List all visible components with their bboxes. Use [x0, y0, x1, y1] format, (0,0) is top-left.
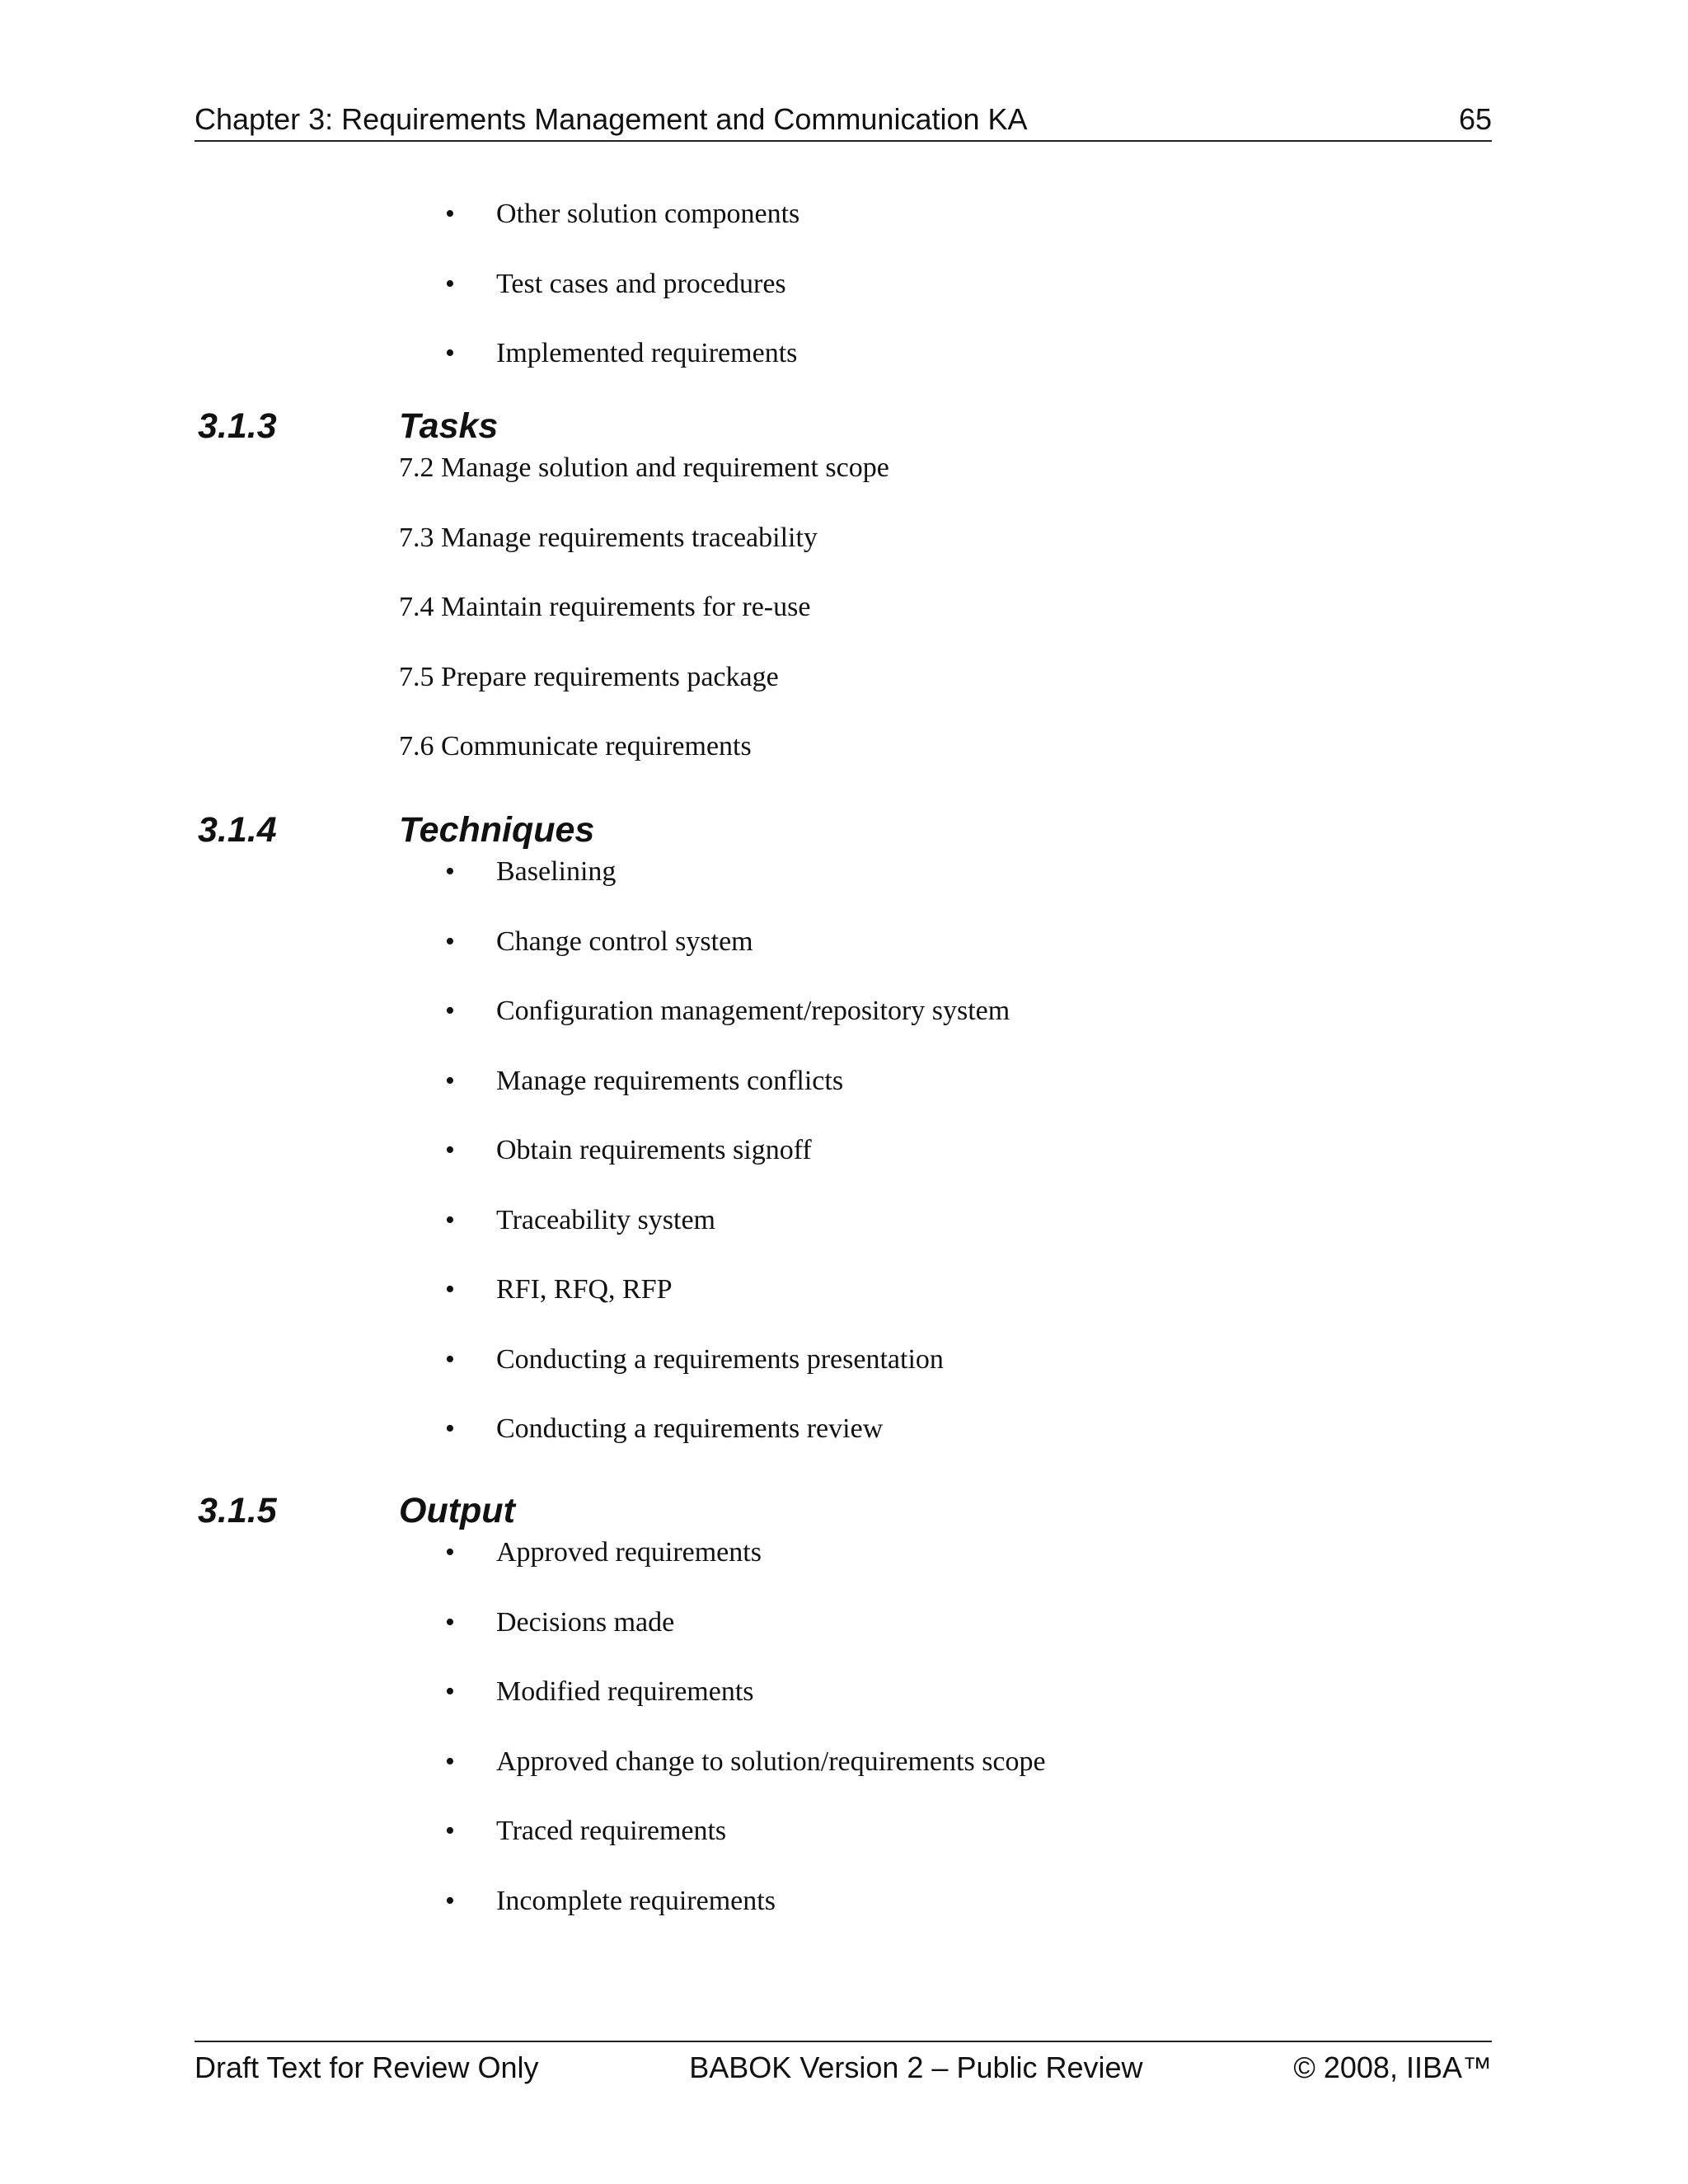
bullet-icon: • — [445, 1676, 455, 1707]
footer-copyright: © 2008, IIBA™ — [1293, 2050, 1492, 2084]
chapter-title: Chapter 3: Requirements Management and Communication KA — [195, 102, 1028, 136]
list-item-text: Test cases and procedures — [496, 268, 786, 299]
task-item — [0, 591, 1688, 661]
section-number: 3.1.3 — [198, 406, 277, 446]
list-item-text: Conducting a requirements presentation — [496, 1343, 944, 1375]
list-item — [0, 926, 1688, 996]
list-item-text: Implemented requirements — [496, 338, 798, 368]
list-item-text: Other solution components — [496, 199, 800, 229]
section-tasks — [0, 405, 1688, 800]
bullet-icon: • — [445, 996, 455, 1026]
bullet-icon: • — [445, 1135, 455, 1165]
list-item-text: Baselining — [496, 856, 617, 887]
task-item — [0, 730, 1688, 800]
list-item-text: Modified requirements — [496, 1676, 754, 1707]
bullet-icon: • — [445, 1204, 455, 1235]
bullet-icon: • — [445, 926, 455, 957]
section-number: 3.1.5 — [198, 1491, 277, 1530]
footer-version: BABOK Version 2 – Public Review — [689, 2050, 1143, 2084]
list-item-text: Obtain requirements signoff — [496, 1135, 812, 1165]
list-item-text: Change control system — [496, 926, 753, 957]
bullet-icon: • — [445, 1816, 455, 1846]
list-item-text: Approved requirements — [496, 1537, 762, 1568]
section-output — [0, 1490, 1688, 1954]
running-footer — [195, 2041, 1492, 2093]
bullet-icon: • — [445, 1274, 455, 1305]
bullet-icon: • — [445, 1746, 455, 1777]
list-item — [0, 1204, 1688, 1274]
bullet-icon: • — [445, 1413, 455, 1444]
bullet-icon: • — [445, 1885, 455, 1916]
section-title: Tasks — [399, 406, 499, 446]
section-heading — [0, 1490, 1688, 1536]
list-item-text: Approved change to solution/requirements scope — [496, 1746, 1046, 1777]
list-item — [0, 1746, 1688, 1816]
section-title: Techniques — [399, 810, 595, 850]
list-item — [0, 268, 1688, 338]
list-item — [0, 1885, 1688, 1955]
list-item — [0, 1273, 1688, 1343]
list-item — [0, 995, 1688, 1065]
list-item-text: Traced requirements — [496, 1816, 727, 1846]
task-item-text: 7.3 Manage requirements traceability — [399, 522, 818, 553]
list-item — [0, 1606, 1688, 1676]
list-item — [0, 1343, 1688, 1413]
bullet-icon: • — [445, 268, 455, 299]
output-list — [0, 1536, 1688, 1954]
list-item — [0, 1134, 1688, 1204]
bullet-icon: • — [445, 338, 455, 368]
continued-list — [0, 198, 1688, 407]
list-item-text: Conducting a requirements review — [496, 1413, 884, 1444]
footer-draft-notice: Draft Text for Review Only — [195, 2050, 539, 2084]
bullet-icon: • — [445, 1343, 455, 1375]
list-item — [0, 337, 1688, 407]
section-heading — [0, 405, 1688, 452]
task-item-text: 7.5 Prepare requirements package — [399, 661, 779, 692]
list-item-text: Traceability system — [496, 1204, 715, 1235]
task-item-text: 7.6 Communicate requirements — [399, 731, 752, 762]
bullet-icon: • — [445, 1065, 455, 1096]
list-item-text: RFI, RFQ, RFP — [496, 1274, 673, 1305]
techniques-list — [0, 855, 1688, 1483]
list-item — [0, 1815, 1688, 1885]
bullet-icon: • — [445, 1537, 455, 1568]
section-title: Output — [399, 1491, 515, 1530]
task-item — [0, 452, 1688, 522]
section-number: 3.1.4 — [198, 810, 277, 850]
task-item — [0, 661, 1688, 731]
section-heading — [0, 809, 1688, 855]
list-item — [0, 855, 1688, 926]
task-item-text: 7.2 Manage solution and requirement scope — [399, 452, 889, 483]
list-item — [0, 1536, 1688, 1606]
list-item-text: Incomplete requirements — [496, 1885, 776, 1916]
task-item — [0, 522, 1688, 592]
list-item — [0, 1413, 1688, 1483]
list-item — [0, 1065, 1688, 1135]
continued-list-block — [0, 198, 1688, 407]
list-item-text: Configuration management/repository system — [496, 996, 1010, 1026]
bullet-icon: • — [445, 856, 455, 887]
list-item-text: Manage requirements conflicts — [496, 1065, 844, 1096]
list-item — [0, 1675, 1688, 1746]
running-header — [195, 97, 1492, 142]
task-item-text: 7.4 Maintain requirements for re-use — [399, 592, 811, 622]
section-techniques — [0, 809, 1688, 1483]
bullet-icon: • — [445, 199, 455, 229]
page-number: 65 — [1458, 102, 1492, 136]
list-item-text: Decisions made — [496, 1606, 675, 1638]
list-item — [0, 198, 1688, 268]
bullet-icon: • — [445, 1606, 455, 1638]
